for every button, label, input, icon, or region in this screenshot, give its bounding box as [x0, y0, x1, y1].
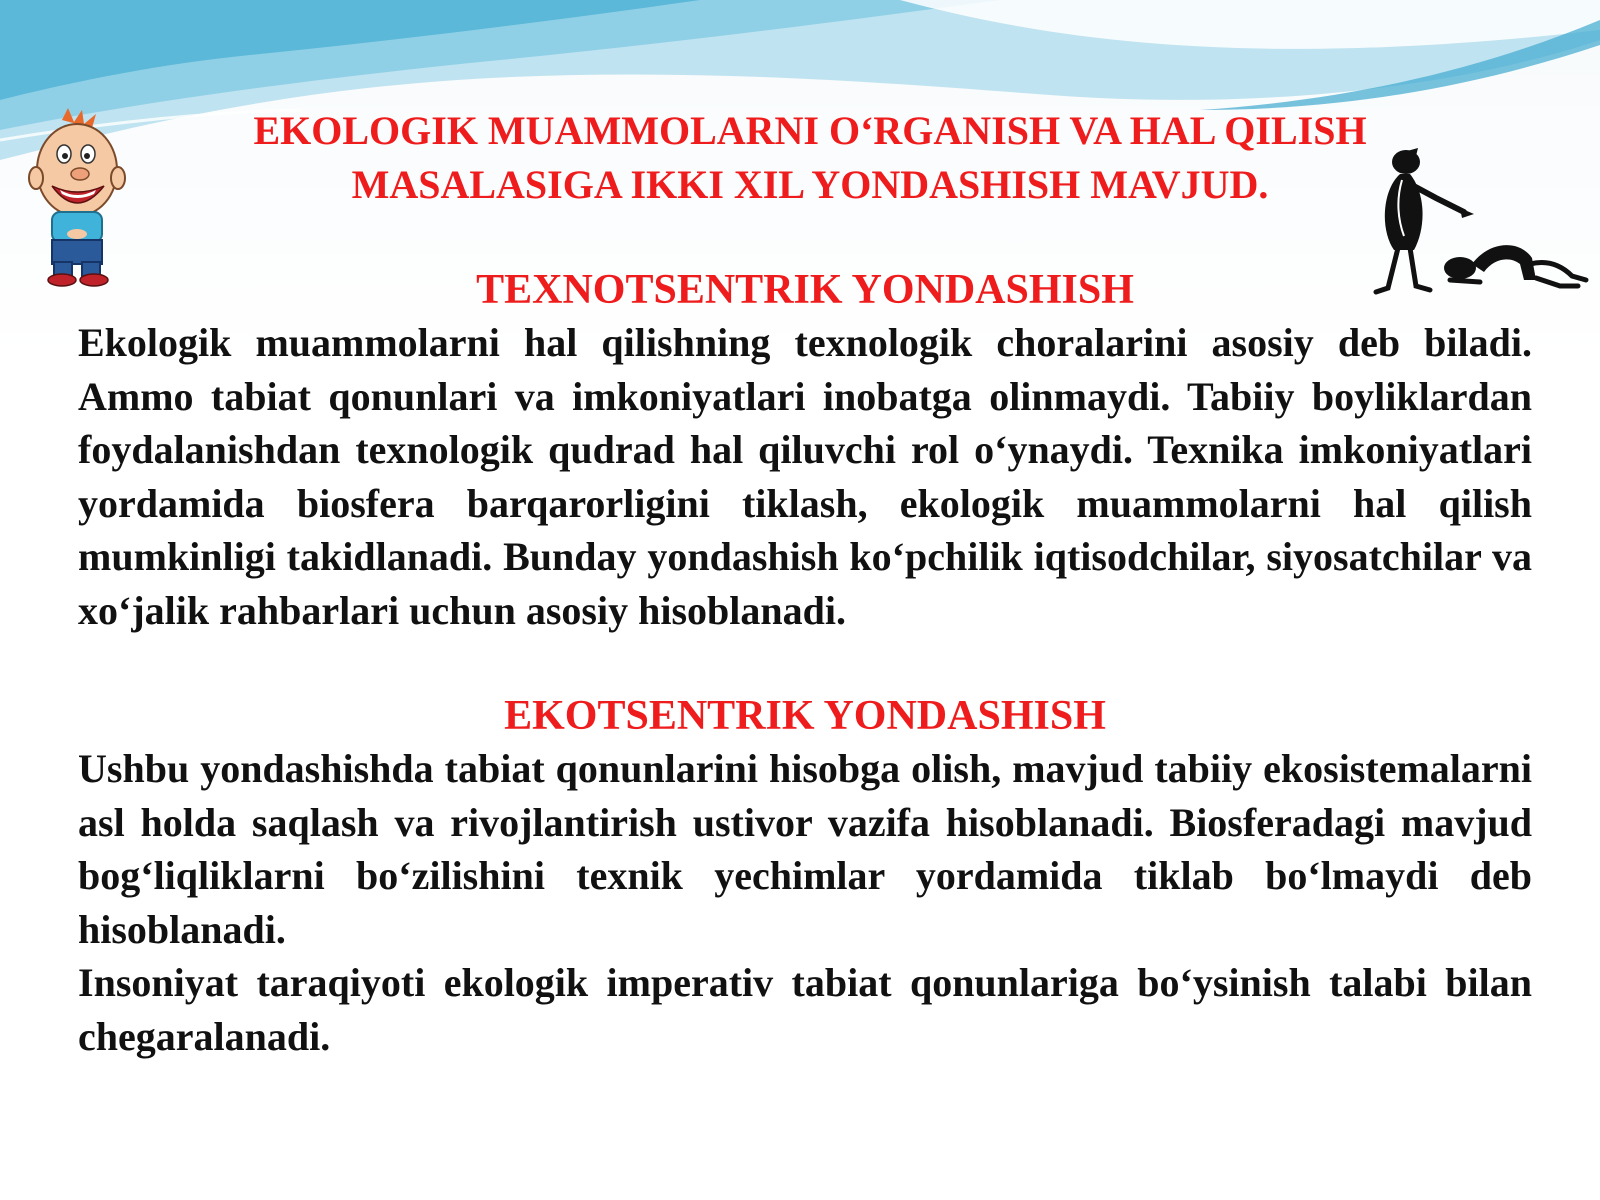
section-heading-ecocentric: EKOTSENTRIK YONDASHISH: [504, 693, 1106, 739]
section-heading-technocentric: TEXNOTSENTRIK YONDASHISH: [476, 267, 1134, 313]
section-text-technocentric: Ekologik muammolarni hal qilishning texnologik choralarini asosiy deb biladi. Ammo tabiat qonunlari va imkoniyatlari inobatga olinmaydi. Tabiiy boyliklardan foydalanishdan texnologik qudrad hal qiluvchi rol o‘ynaydi. Texnika imkoniyatlari yordamida biosfera barqarorligini tiklash, ekologik muammolarni hal qilish mumkinligi takidlanadi. Bunday yondashish ko‘pchilik iqtisodchilar, siyosatchilar va xo‘jalik rahbarlari uchun asosiy hisoblanadi.: [78, 320, 1532, 633]
slide-title: EKOLOGIK MUAMMOLARNI O‘RGANISH VA HAL QILISH MASALASIGA IKKI XIL YONDASHISH MAVJUD.: [253, 108, 1367, 207]
cartoon-boy-icon: [22, 108, 132, 288]
section-text-ecocentric: Ushbu yondashishda tabiat qonunlarini hisobga olish, mavjud tabiiy ekosistemalarni asl holda saqlash va rivojlantirish ustivor vazifa hisoblanadi. Biosferadagi mavjud bog‘liqliklarni bo‘zilishini texnik yechimlar yordamida tiklab bo‘lmaydi deb hisoblanadi.: [78, 746, 1532, 952]
section-text-ecocentric-conclusion: Insoniyat taraqiyoti ekologik imperativ tabiat qonunlariga bo‘ysinish talabi bilan chegaralanadi.: [78, 960, 1532, 1059]
